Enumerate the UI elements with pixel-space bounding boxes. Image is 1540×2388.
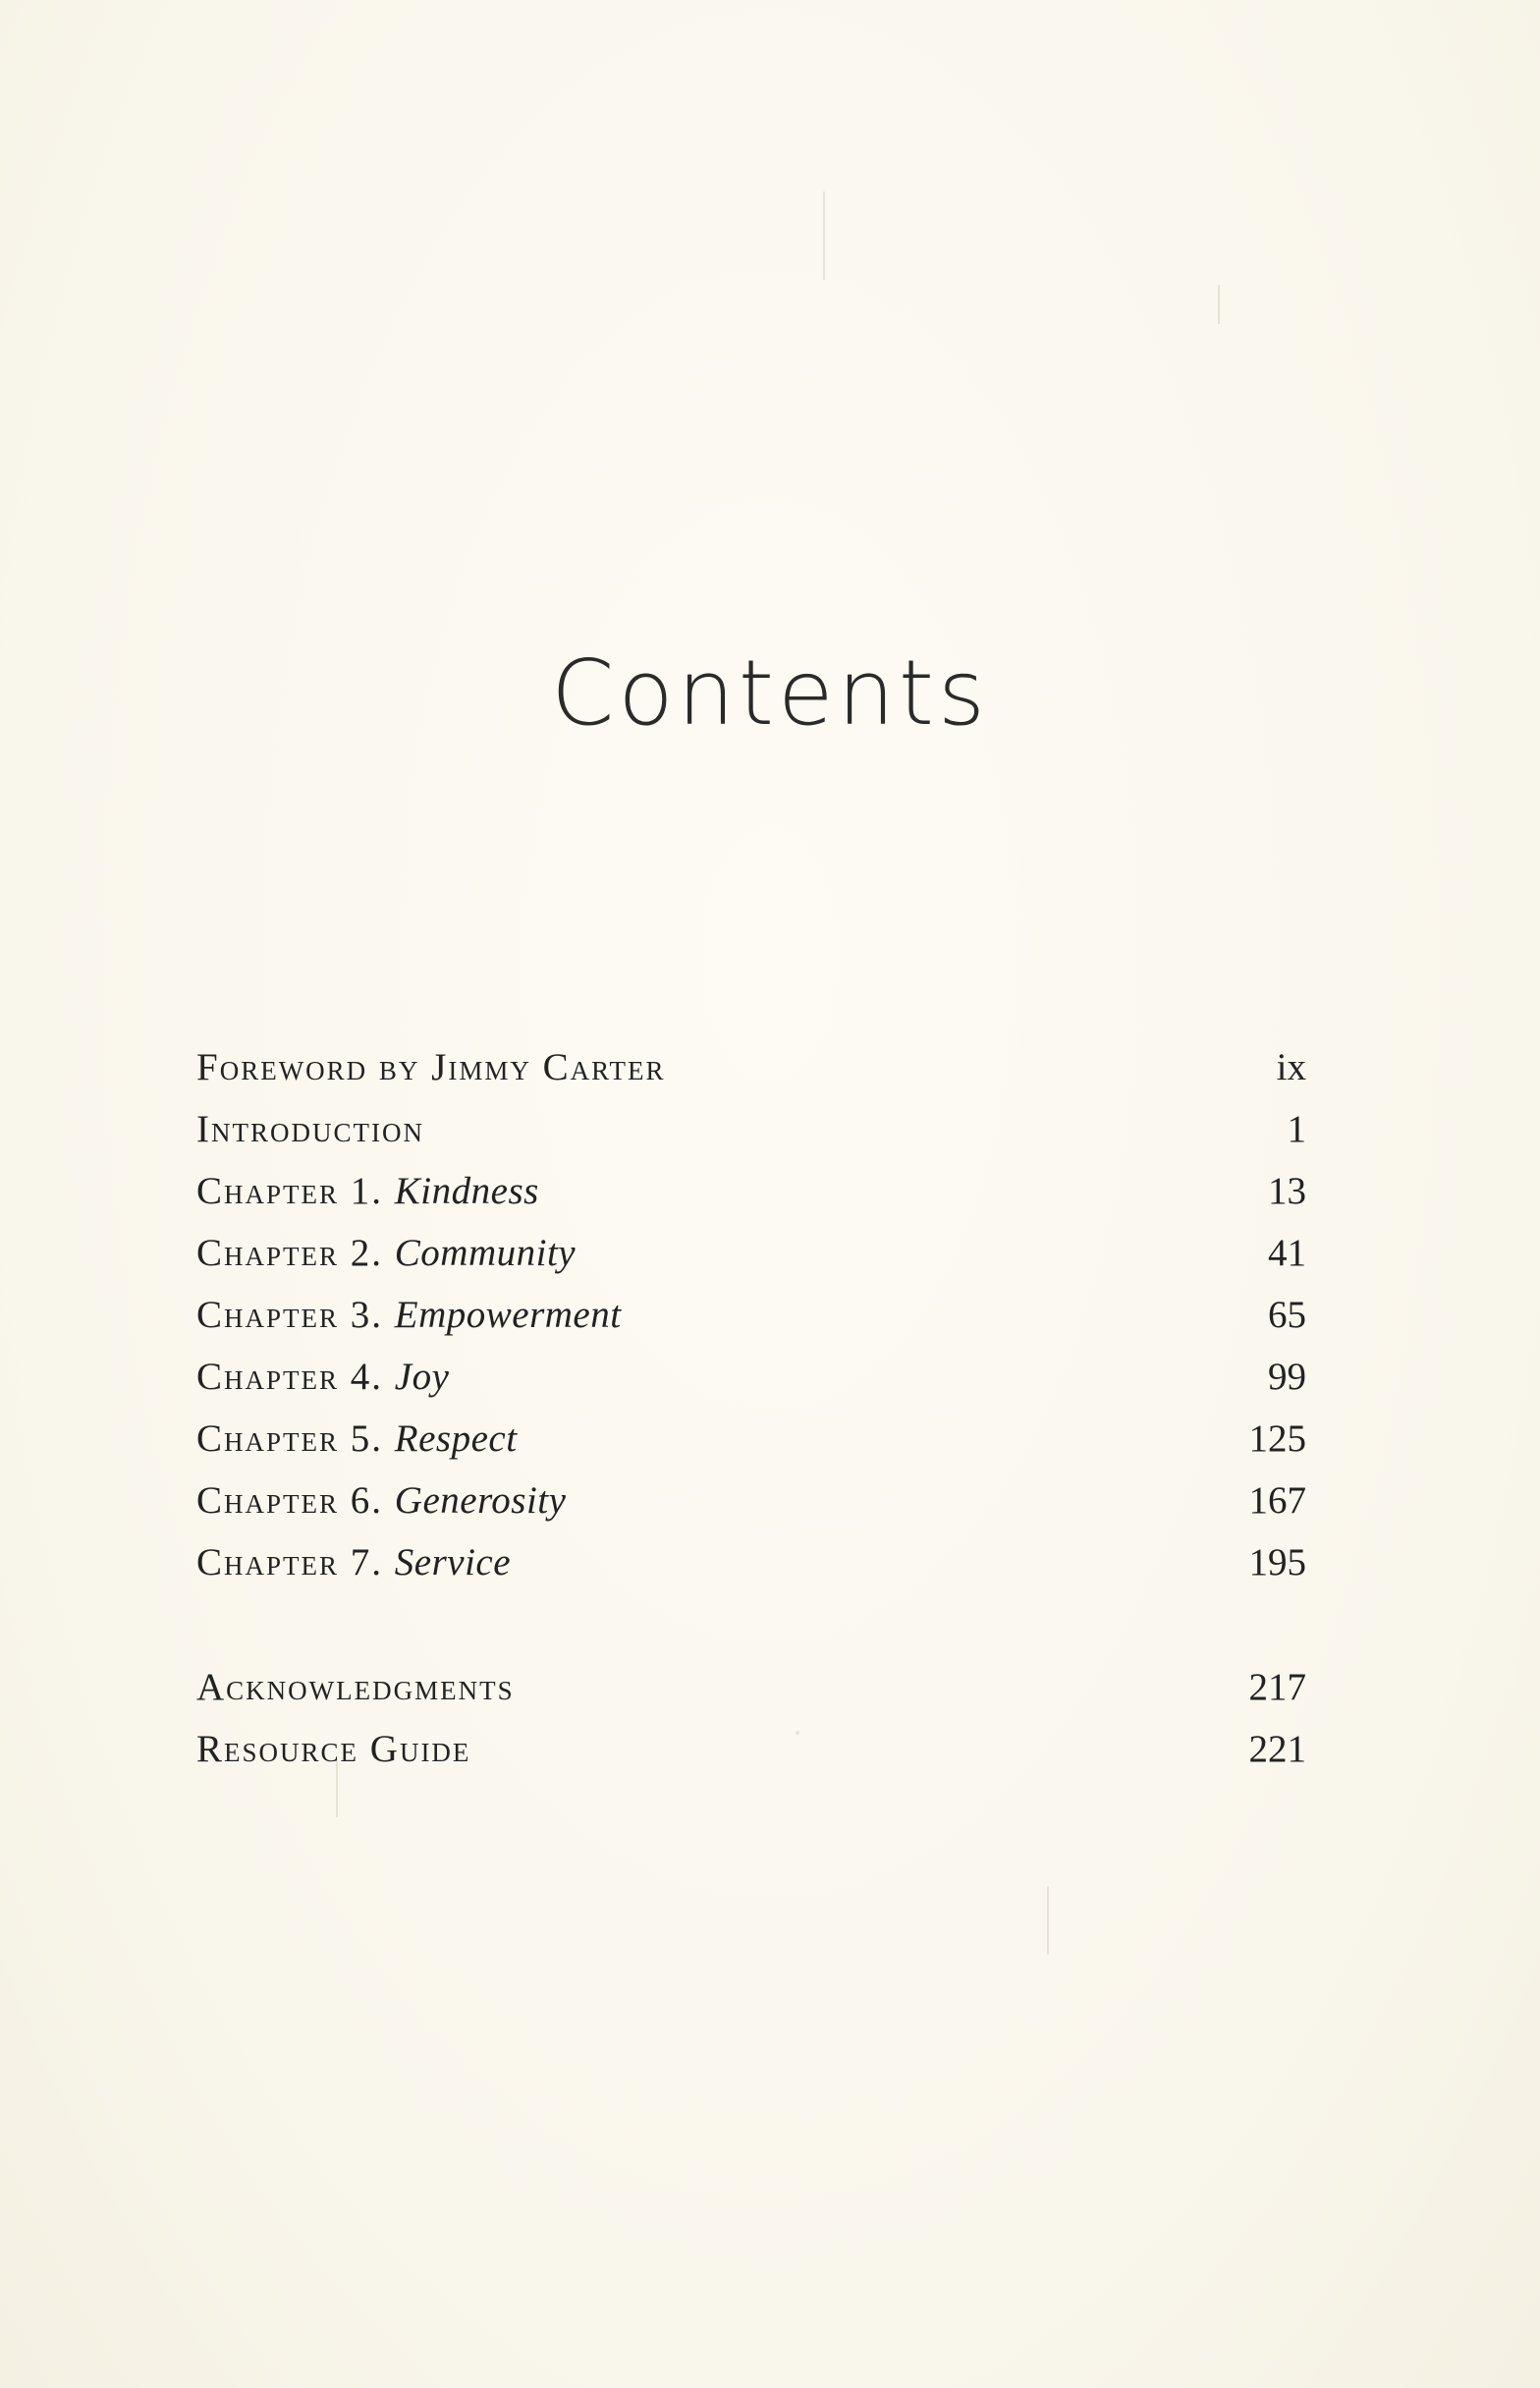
toc-entry-chapter-4[interactable] [196,1346,1306,1408]
toc-entry-label [196,1098,424,1160]
scan-mark [1047,1886,1049,1955]
page-title: Contents [551,639,989,746]
toc-main-list [196,1036,1306,1593]
toc-page-number: 65 [1268,1294,1306,1336]
toc-page-number: 13 [1268,1170,1306,1212]
toc-entry-label [196,1160,539,1222]
toc-page-number: 195 [1248,1541,1306,1583]
toc-entry-subtitle: Respect [394,1417,518,1460]
toc-entry-label [196,1346,449,1408]
toc-entry-introduction[interactable] [196,1098,1306,1160]
toc-entry-prefix: Chapter 1. [196,1170,384,1212]
toc-back-matter-list [196,1656,1306,1780]
toc-entry-label [196,1656,515,1718]
toc-entry-chapter-5[interactable] [196,1408,1306,1470]
toc-entry-subtitle: Joy [394,1356,450,1398]
toc-page-number: 167 [1248,1479,1306,1522]
toc-entry-prefix: Foreword by Jimmy Carter [196,1046,666,1088]
toc-entry-prefix: Introduction [196,1108,424,1150]
toc-entry-resource-guide[interactable] [196,1718,1306,1780]
toc-page-number: 217 [1248,1666,1306,1708]
table-of-contents [196,1036,1306,1780]
toc-entry-prefix: Chapter 7. [196,1541,384,1583]
toc-page-number: 221 [1248,1728,1306,1770]
toc-entry-label [196,1222,576,1284]
toc-entry-chapter-7[interactable] [196,1531,1306,1593]
toc-entry-subtitle: Service [394,1541,512,1583]
toc-entry-subtitle: Generosity [394,1479,567,1522]
toc-page-number: ix [1276,1046,1306,1088]
toc-entry-label [196,1408,518,1470]
scan-mark [823,192,825,280]
toc-entry-prefix: Acknowledgments [196,1666,515,1708]
toc-page-number: 1 [1287,1108,1306,1150]
toc-entry-label [196,1284,622,1346]
toc-entry-label [196,1036,666,1098]
toc-entry-chapter-1[interactable] [196,1160,1306,1222]
toc-entry-subtitle: Kindness [394,1170,539,1212]
toc-page-number: 41 [1268,1232,1306,1274]
toc-entry-chapter-2[interactable] [196,1222,1306,1284]
toc-entry-chapter-6[interactable] [196,1470,1306,1531]
toc-page-number: 99 [1268,1356,1306,1398]
toc-entry-chapter-3[interactable] [196,1284,1306,1346]
toc-entry-label [196,1531,511,1593]
toc-entry-subtitle: Empowerment [394,1294,622,1336]
toc-entry-label [196,1470,566,1531]
toc-entry-prefix: Resource Guide [196,1728,471,1770]
toc-entry-subtitle: Community [394,1232,577,1274]
toc-entry-acknowledgments[interactable] [196,1656,1306,1718]
toc-entry-foreword[interactable] [196,1036,1306,1098]
toc-entry-prefix: Chapter 6. [196,1479,384,1522]
toc-entry-prefix: Chapter 3. [196,1294,384,1336]
toc-entry-prefix: Chapter 5. [196,1417,384,1460]
toc-entry-prefix: Chapter 4. [196,1356,384,1398]
toc-entry-prefix: Chapter 2. [196,1232,384,1274]
toc-entry-label [196,1718,470,1780]
scan-mark [1218,285,1220,324]
toc-page-number: 125 [1248,1417,1306,1460]
